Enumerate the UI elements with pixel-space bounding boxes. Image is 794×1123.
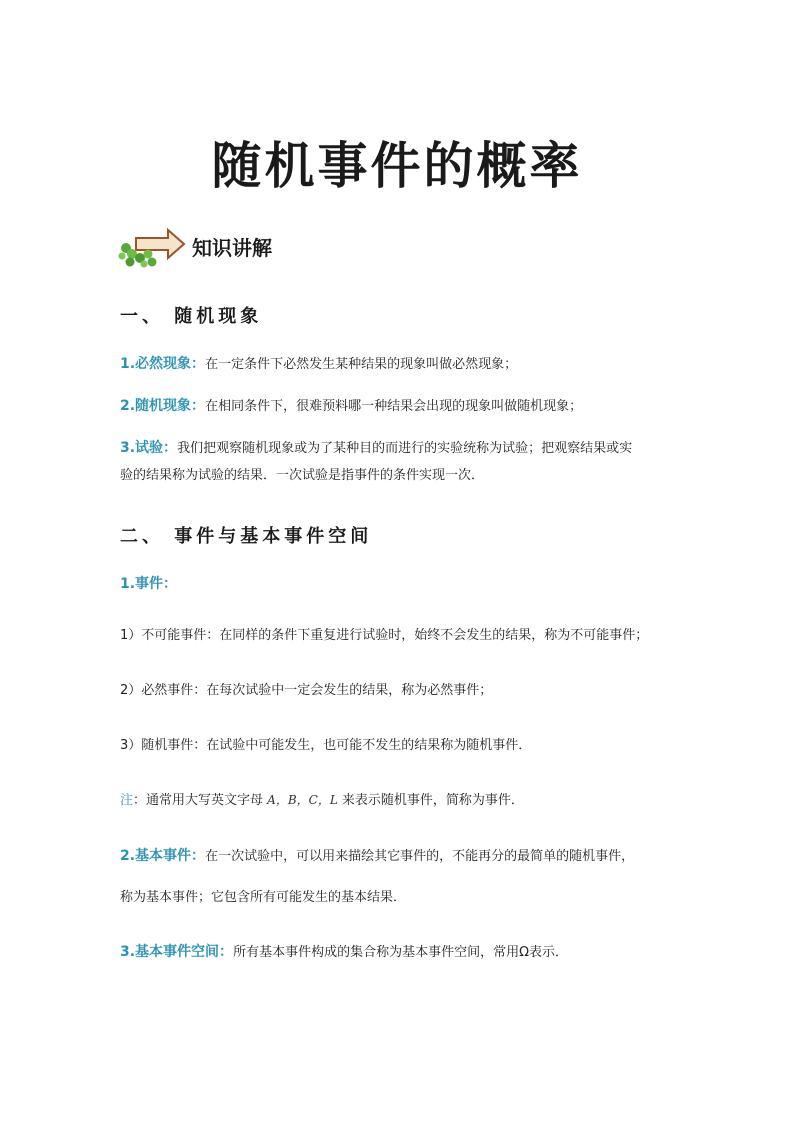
- definition-text: 我们把观察随机现象或为了某种目的而进行的实验统称为试验；把观察结果或实: [177, 441, 633, 456]
- section-heading-events: 二、 事件与基本事件空间: [120, 526, 373, 547]
- definition-sample-space: [120, 942, 690, 963]
- note-text-end: 来表示随机事件，简称为事件．: [337, 793, 524, 808]
- section-heading-random-phenomena: 一、 随机现象: [120, 306, 263, 327]
- definition-text: 在相同条件下，很难预料哪一种结果会出现的现象叫做随机现象；: [205, 399, 583, 414]
- note-text: ：通常用大写英文字母: [133, 793, 268, 808]
- random-event-line: 3）随机事件：在试验中可能发生，也可能不发生的结果称为随机事件．: [120, 738, 532, 753]
- event-term: [120, 574, 690, 595]
- definition-random-phenomenon: [120, 396, 690, 417]
- knowledge-header: [118, 224, 272, 268]
- knowledge-label: 知识讲解: [192, 235, 272, 260]
- term-label: 2.基本事件：: [120, 848, 206, 864]
- impossible-event-line: 1）不可能事件：在同样的条件下重复进行试验时，始终不会发生的结果，称为不可能事件；: [120, 628, 649, 643]
- definition-experiment-continued: 验的结果称为试验的结果．一次试验是指事件的条件实现一次．: [120, 468, 485, 483]
- definition-basic-event: [120, 846, 690, 867]
- definition-basic-event-continued: 称为基本事件；它包含所有可能发生的基本结果．: [120, 890, 407, 905]
- term-label: 3.试验：: [120, 440, 178, 456]
- event-note: [120, 790, 690, 811]
- clover-arrow-icon: [118, 224, 186, 268]
- math-letters: A，B，C，L: [267, 793, 338, 807]
- definition-text: 在一次试验中，可以用来描绘其它事件的，不能再分的最简单的随机事件，: [205, 849, 635, 864]
- term-label: 1.事件：: [120, 576, 178, 592]
- definition-text: 所有基本事件构成的集合称为基本事件空间，常用Ω表示．: [233, 945, 568, 960]
- term-label: 2.随机现象：: [120, 398, 206, 414]
- definition-experiment: [120, 438, 690, 459]
- definition-certain-phenomenon: [120, 354, 690, 375]
- definition-text: 在一定条件下必然发生某种结果的现象叫做必然现象；: [205, 357, 518, 372]
- term-label: 1.必然现象：: [120, 356, 206, 372]
- term-label: 3.基本事件空间：: [120, 944, 234, 960]
- page-title: 随机事件的概率: [211, 136, 583, 195]
- certain-event-line: 2）必然事件：在每次试验中一定会发生的结果，称为必然事件；: [120, 683, 493, 698]
- note-label: 注: [120, 793, 134, 808]
